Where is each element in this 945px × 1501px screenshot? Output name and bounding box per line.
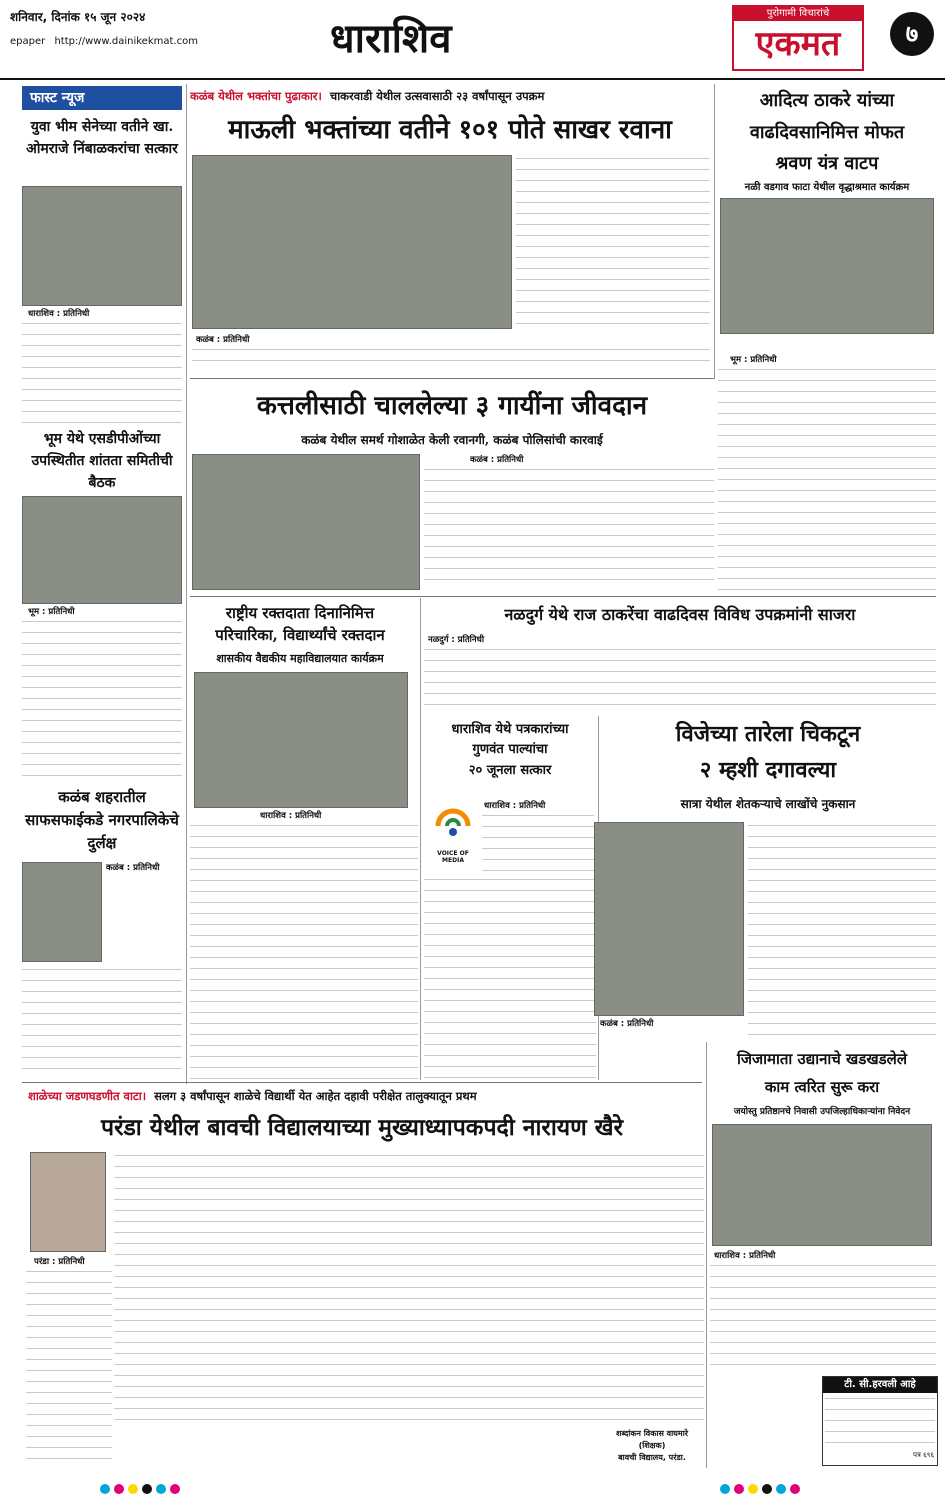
- cows-photo: [192, 454, 420, 590]
- masthead: [0, 0, 945, 80]
- aaditya-body: [718, 366, 936, 590]
- jijamata-sub: जयोस्तु प्रतिष्ठानचे निवासी उपजिल्हाधिकाऱ्यांना निवेदन: [733, 1107, 911, 1117]
- yuva-body: [22, 320, 182, 424]
- kalamb-clean-byline: कळंब : प्रतिनिधी: [106, 863, 160, 873]
- journalist-body: [482, 812, 594, 872]
- aaditya-headline-2: वाढदिवसानिमित्त मोफत: [749, 122, 905, 143]
- blood-headline-1: राष्ट्रीय रक्तदाता दिनानिमित्त: [225, 604, 375, 622]
- school-kicker-rest: सलग ३ वर्षांपासून शाळेचे विद्यार्थी येत आहेत दहावी परीक्षेत तालुक्यातून प्रथम: [154, 1089, 477, 1103]
- buffalo-body: [748, 822, 936, 1038]
- kalamb-clean-photo: [22, 862, 102, 962]
- buffalo-headline-1: विजेच्या तारेला चिकटून: [675, 721, 861, 747]
- signature-role: (शिक्षक): [638, 1441, 666, 1450]
- mauli-caption: कळंब : प्रतिनिधी: [196, 335, 250, 345]
- cows-headline: कत्तलीसाठी चाललेल्या ३ गायींना जीवदान: [256, 391, 648, 421]
- aaditya-headline-3: श्रवण यंत्र वाटप: [775, 153, 879, 174]
- mauli-body: [192, 346, 710, 370]
- journalist-byline: धाराशिव : प्रतिनिधी: [484, 801, 546, 811]
- blood-headline-2: परिचारिका, विद्यार्थ्यांचे रक्तदान: [215, 626, 385, 644]
- bhoom-photo: [22, 496, 182, 604]
- paranda-body: [114, 1152, 704, 1424]
- jijamata-headline-1: जिजामाता उद्यानाचे खडखडलेले: [737, 1050, 907, 1068]
- cows-byline: कळंब : प्रतिनिधी: [470, 455, 524, 465]
- print-color-bar-right: [720, 1484, 860, 1494]
- paranda-byline: परंडा : प्रतिनिधी: [34, 1257, 85, 1267]
- jijamata-photo: [712, 1124, 932, 1246]
- kalamb-kicker: [190, 86, 710, 106]
- buffalo-byline: कळंब : प्रतिनिधी: [600, 1019, 654, 1029]
- raj-headline: नळदुर्ग येथे राज ठाकरेंचा वाढदिवस विविध उपक्रमांनी साजरा: [504, 605, 856, 624]
- school-kicker: [28, 1086, 708, 1106]
- mauli-photo: [192, 155, 512, 329]
- epaper-url[interactable]: http://www.dainikekmat.com: [54, 36, 198, 47]
- paranda-signature: [600, 1428, 704, 1464]
- signature-school: बावची विद्यालय, परंडा.: [618, 1453, 686, 1462]
- bhoom-byline: भूम : प्रतिनिधी: [28, 607, 75, 617]
- kicker-rest: चाकरवाडी येथील उत्सवासाठी २३ वर्षांपासून उपक्रम: [329, 89, 545, 103]
- tc-lost-code: पत्र ६९६: [913, 1451, 934, 1459]
- aaditya-byline: भूम : प्रतिनिधी: [730, 355, 777, 365]
- page-number: ७: [890, 12, 934, 56]
- kalamb-clean-body: [22, 966, 182, 1076]
- aaditya-headline-1: आदित्य ठाकरे यांच्या: [759, 90, 895, 111]
- district-title: धाराशिव: [330, 15, 452, 62]
- voice-of-media-label: VOICE OF MEDIA: [437, 850, 469, 864]
- epaper-label: epaper: [10, 36, 46, 47]
- paranda-body-left: [26, 1268, 112, 1464]
- cows-body: [424, 466, 714, 590]
- print-color-bar-left: [100, 1484, 240, 1494]
- voice-of-media-icon: [428, 800, 478, 846]
- kalamb-clean-headline: कळंब शहरातील साफसफाईकडे नगरपालिकेचे दुर्लक्ष: [25, 788, 179, 852]
- journalist-headline-3: २० जूनला सत्कार: [468, 763, 552, 778]
- bhoom-headline: भूम येथे एसडीपीओंच्या उपस्थितीत शांतता समितीची बैठक: [31, 431, 173, 491]
- cows-sub: कळंब येथील समर्थ गोशाळेत केली रवानगी, कळंब पोलिसांची कारवाई: [301, 433, 603, 447]
- fast-news-label: फास्ट न्यूज: [22, 86, 182, 110]
- yuva-photo: [22, 186, 182, 306]
- yuva-headline: युवा भीम सेनेच्या वतीने खा. ओमराजे निंबाळकरांचा सत्कार: [26, 119, 178, 157]
- raj-body: [424, 646, 936, 712]
- aaditya-photo: [720, 198, 934, 334]
- journalist-body-2: [424, 876, 596, 1080]
- kicker-prefix: कळंब येथील भक्तांचा पुढाकार।: [190, 89, 322, 103]
- blood-photo: [194, 672, 408, 808]
- buffalo-photo: [594, 822, 744, 1016]
- tagline: पुरोगामी विचारांचे: [734, 7, 862, 21]
- journalist-headline-1: धाराशिव येथे पत्रकारांच्या: [451, 722, 569, 737]
- jijamata-byline: धाराशिव : प्रतिनिधी: [714, 1251, 776, 1261]
- jijamata-body: [710, 1262, 936, 1372]
- journalist-headline-2: गुणवंत पाल्यांचा: [472, 742, 548, 757]
- jijamata-headline-2: काम त्वरित सुरू करा: [764, 1078, 880, 1096]
- blood-sub: शासकीय वैद्यकीय महाविद्यालयात कार्यक्रम: [216, 652, 384, 665]
- aaditya-sub: नळी वडगाव फाटा येथील वृद्धाश्रमात कार्यक्रम: [744, 182, 910, 193]
- buffalo-headline-2: २ म्हशी दगावल्या: [699, 757, 837, 783]
- blood-byline: धाराशिव : प्रतिनिधी: [260, 811, 322, 821]
- paranda-headline: परंडा येथील बावची विद्यालयाच्या मुख्याध्यापकपदी नारायण खैरे: [101, 1114, 623, 1141]
- raj-byline: नळदुर्ग : प्रतिनिधी: [428, 635, 485, 645]
- issue-date: शनिवार, दिनांक १५ जून २०२४: [10, 10, 146, 24]
- tc-lost-ad: [822, 1376, 938, 1466]
- school-kicker-prefix: शाळेच्या जडणघडणीत वाटा।: [28, 1089, 147, 1103]
- paranda-photo: [30, 1152, 106, 1252]
- yuva-byline: धाराशिव : प्रतिनिधी: [28, 309, 90, 319]
- signature-name: शब्दांकन विकास वाघमारे: [615, 1429, 689, 1438]
- voice-of-media-logo: [428, 800, 478, 864]
- mauli-headline: माऊली भक्तांच्या वतीने १०१ पोते साखर रवाना: [228, 115, 672, 145]
- epaper-line: [10, 36, 270, 52]
- paper-name: एकमत: [755, 24, 841, 64]
- tc-lost-title: टी. सी.हरवली आहे: [823, 1377, 937, 1393]
- blood-body: [190, 822, 418, 1080]
- buffalo-sub: सात्रा येथील शेतकऱ्याचे लाखोंचे नुकसान: [680, 797, 856, 811]
- bhoom-body: [22, 618, 182, 778]
- mauli-body-right: [516, 155, 710, 329]
- paper-logo: [732, 5, 864, 71]
